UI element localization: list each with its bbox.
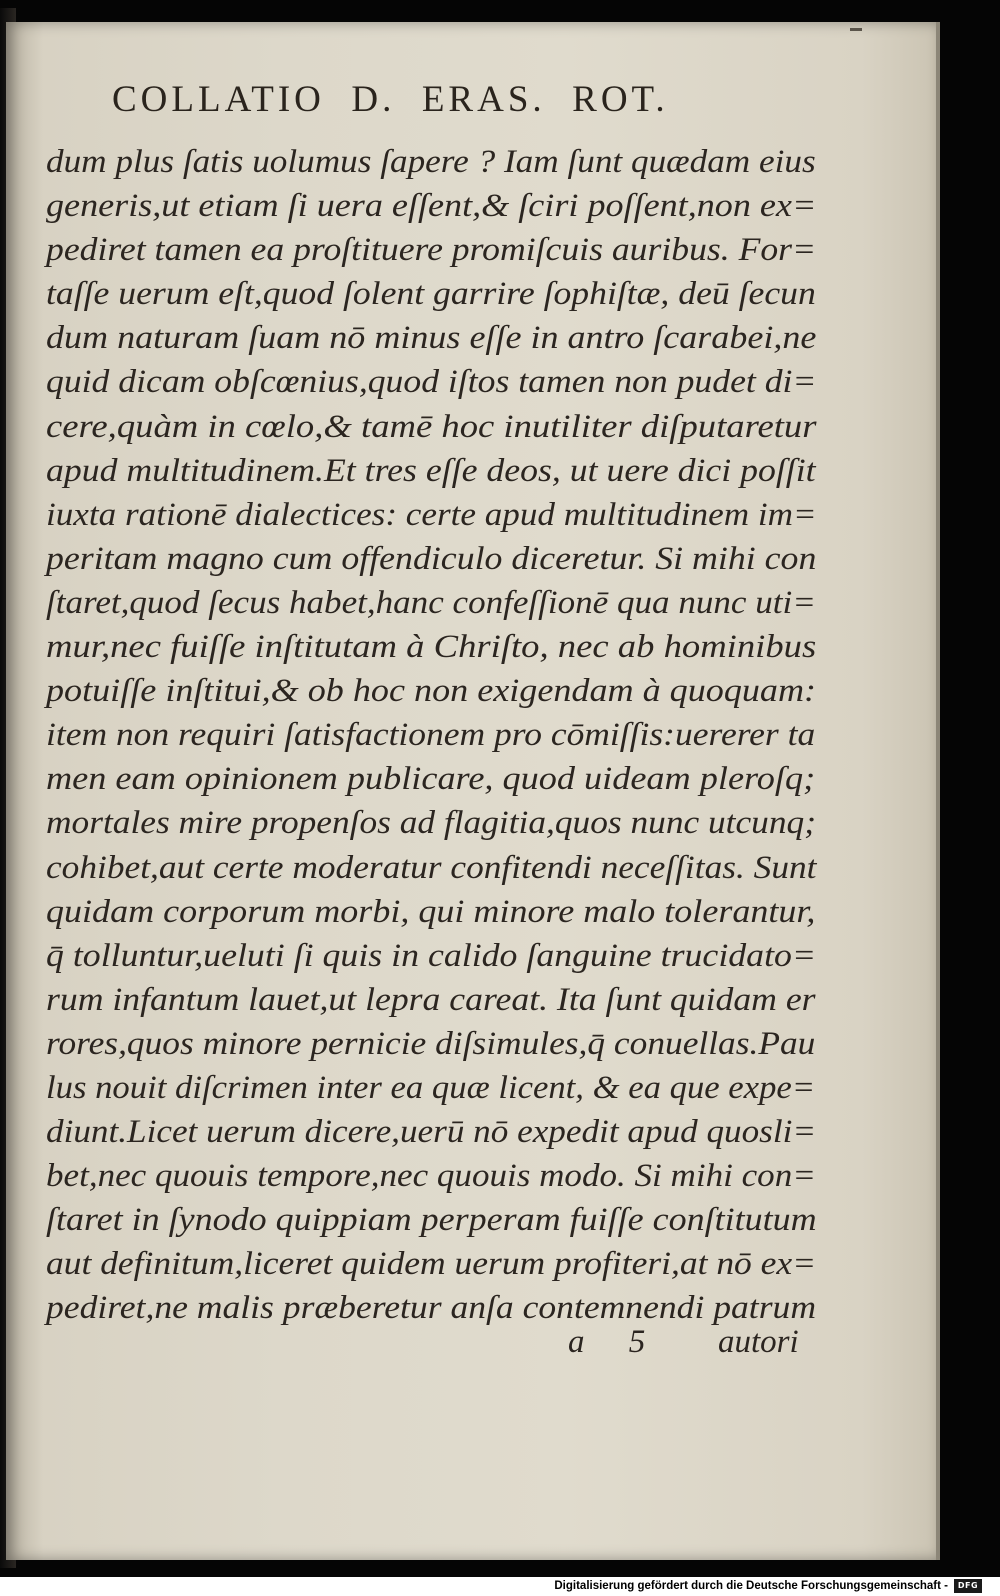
text-line: peritam magno cum offendiculo diceretur. Si mihi con (46, 540, 817, 577)
text-line: ſtaret,quod ſecus habet,hanc confeſſionē qua nunc uti= (46, 584, 816, 621)
text-line: rores,quos minore pernicie diſsimules,q̄ conuellas.Pau (46, 1025, 816, 1062)
text-line: ſtaret in ſynodo quippiam perperam fuiſſe conſtitutum (46, 1202, 817, 1239)
funding-credit: Digitalisierung gefördert durch die Deutsche Forschungsgemeinschaft - (554, 1580, 948, 1592)
text-line: item non requiri ſatisfactionem pro cōmiſſis:uererer ta (46, 717, 816, 754)
running-head: COLLATIO D. ERAS. ROT. (112, 79, 669, 120)
text-line: cohibet,aut certe moderatur confitendi neceſſitas. Sunt (46, 849, 817, 886)
text-line: mortales mire propenſos ad flagitia,quos nunc utcunq; (46, 805, 816, 842)
page-edge (936, 22, 940, 1560)
text-line: quid dicam obſcœnius,quod iſtos tamen non pudet di= (46, 364, 817, 401)
text-line: potuiſſe inſtitui,& ob hoc non exigendam à quoquam: (46, 673, 817, 710)
catchword: autori (718, 1324, 799, 1360)
signature-mark: a 5 (568, 1324, 664, 1360)
text-line: iuxta rationē dialectices: certe apud multitudinem im= (46, 496, 817, 533)
text-line: taſſe uerum eſt,quod ſolent garrire ſophiſtæ, deū ſecun (46, 276, 816, 313)
text-line: cere,quàm in cœlo,& tamē hoc inutiliter diſputaretur (46, 408, 817, 445)
text-line: quidam corporum morbi, qui minore malo tolerantur, (46, 893, 816, 930)
text-line: rum infantum lauet,ut lepra careat. Ita ſunt quidam er (46, 981, 816, 1018)
text-line: apud multitudinem.Et tres eſſe deos, ut uere dici poſſit (46, 452, 816, 489)
text-line: pediret,ne malis præberetur anſa contemnendi patrum (46, 1290, 817, 1327)
corner-mark (850, 28, 862, 31)
text-line: bet,nec quouis tempore,nec quouis modo. Si mihi con= (46, 1158, 816, 1195)
text-line: pediret tamen ea proſtituere promiſcuis auribus. For= (46, 232, 817, 269)
body-text (46, 140, 816, 1331)
text-line: dum naturam ſuam nō minus eſſe in antro ſcarabei,ne (46, 320, 817, 357)
dfg-logo: DFG (954, 1579, 982, 1593)
text-line: generis,ut etiam ſi uera eſſent,& ſciri poſſent,non ex= (46, 188, 817, 225)
text-line: aut definitum,liceret quidem uerum profiteri,at nō ex= (46, 1246, 817, 1283)
text-line: dum plus ſatis uolumus ſapere ? Iam ſunt quædam eius (46, 144, 816, 180)
text-line: men eam opinionem publicare, quod uideam pleroſq; (46, 761, 816, 798)
text-line: mur,nec fuiſſe inſtitutam à Chriſto, nec ab hominibus (46, 629, 817, 666)
text-line: lus nouit diſcrimen inter ea quæ licent, & ea que expe= (46, 1069, 816, 1106)
text-line: diunt.Licet uerum dicere,uerū nō expedit apud quosli= (46, 1114, 817, 1151)
text-line: q̄ tolluntur,ueluti ſi quis in calido ſanguine trucidato= (46, 937, 817, 974)
